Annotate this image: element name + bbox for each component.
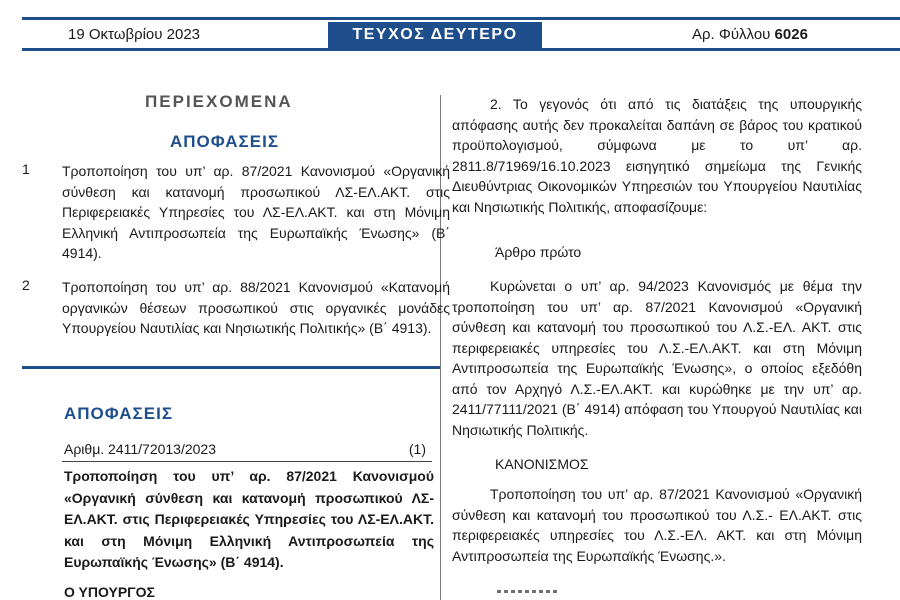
toc-item-number: 2 <box>22 277 30 293</box>
toc-heading: ΠΕΡΙΕΧΟΜΕΝΑ <box>145 92 293 111</box>
minister-heading: Ο ΥΠΟΥΡΓΟΣ <box>64 584 155 600</box>
regulation-heading: ΚΑΝΟΝΙΣΜΟΣ <box>495 456 589 472</box>
issue-banner: ΤΕΥΧΟΣ ΔΕΥΤΕΡΟ <box>328 22 542 48</box>
header-bottom-rule <box>22 48 900 51</box>
header-top-rule <box>22 17 900 20</box>
decision-title: Τροποποίηση του υπ’ αρ. 87/2021 Κανονισμού «Οργανική σύνθεση και κατανομή προσωπικού ΛΣ-ΕΛ.ΑΚΤ. στις Περιφερειακές Υπηρεσίες του ΛΣ-ΕΛ.ΑΚΤ. και στη Μόνιμη Ελληνική Αντιπροσωπεία της Ευρωπαϊκής Ένωσης» (Β΄ 4914). <box>64 468 434 570</box>
cut-off-text-fragment <box>497 590 557 593</box>
section-separator <box>22 366 440 369</box>
toc-item-number: 1 <box>22 161 30 177</box>
issue-date: 19 Οκτωβρίου 2023 <box>68 26 201 43</box>
decisions-heading: ΑΠΟΦΑΣΕΙΣ <box>64 404 174 423</box>
decision-reference: (1) <box>408 441 426 457</box>
toc-item-text: Τροποποίηση του υπ’ αρ. 88/2021 Κανονισμού «Κατανομή οργανικών θέσεων προσωπικού στις οργανικές μονάδες Υπουργείου Ναυτιλίας και Νησιωτικής Πολιτικής» (Β΄ 4913). <box>62 279 450 336</box>
decision-rule <box>62 461 432 462</box>
sheet-number-value: 6026 <box>774 26 808 43</box>
toc-subheading: ΑΠΟΦΑΣΕΙΣ <box>170 132 280 151</box>
regulation-text: Τροποποίηση του υπ’ αρ. 87/2021 Κανονισμού «Οργανική σύνθεση και κατανομή του προσωπικού του Λ.Σ.- ΕΛ.ΑΚΤ. στις περιφερειακές υπηρεσίες του Λ.Σ.-ΕΛ. ΑΚΤ. και στη Μόνιμη Αντιπροσωπεία της Ευρωπαϊκής Ένωσης.». <box>452 486 862 564</box>
toc-item-text: Τροποποίηση του υπ’ αρ. 87/2021 Κανονισμού «Οργανική σύνθεση και κατανομή προσωπικού ΛΣ-ΕΛ.ΑΚΤ. στις Περιφερειακές Υπηρεσίες του ΛΣ-ΕΛ.ΑΚΤ. και στη Μόνιμη Ελληνική Αντιπροσωπεία της Ευρωπαϊκής Ένωσης» (Β΄ 4914). <box>62 163 450 261</box>
sheet-number-label: Αρ. Φύλλου <box>692 26 771 43</box>
article-text: Κυρώνεται ο υπ’ αρ. 94/2023 Κανονισμός με θέμα την τροποποίηση του υπ’ αρ. 87/2021 Κανονισμού «Οργανική σύνθεση και κατανομή του προσωπικού του Λ.Σ.-ΕΛ. ΑΚΤ. στις περιφερειακές υπηρεσίες του Λ.Σ.-ΕΛ.ΑΚΤ. και στη Μόνιμη Αντιπροσωπεία της Ευρωπαϊκής Ένωσης», ο οποίος εξεδόθη από τον Αρχηγό Λ.Σ.-ΕΛ.ΑΚΤ. και κυρώθηκε με την υπ’ αρ. 2411/77111/2021 (Β΄ 4914) απόφαση του Υπουργού Ναυτιλίας και Νησιωτικής Πολιτικής. <box>452 278 862 438</box>
decision-number: Αριθμ. 2411/72013/2023 <box>64 441 217 457</box>
paragraph-2: 2. Το γεγονός ότι από τις διατάξεις της υπουργικής απόφασης αυτής δεν προκαλείται δαπάνη σε βάρος του κρατικού προϋπολογισμού, σύμφωνα με το υπ’ αρ. 2811.8/71969/16.10.2023 εισηγητικό σημείωμα της Γενικής Διευθύντριας Οικονομικών Υπηρεσιών του Υπουργείου Ναυτιλίας και Νησιωτικής Πολιτικής, αποφασίζουμε: <box>452 96 862 215</box>
sheet-number <box>692 26 808 43</box>
article-heading: Άρθρο πρώτο <box>495 244 582 260</box>
